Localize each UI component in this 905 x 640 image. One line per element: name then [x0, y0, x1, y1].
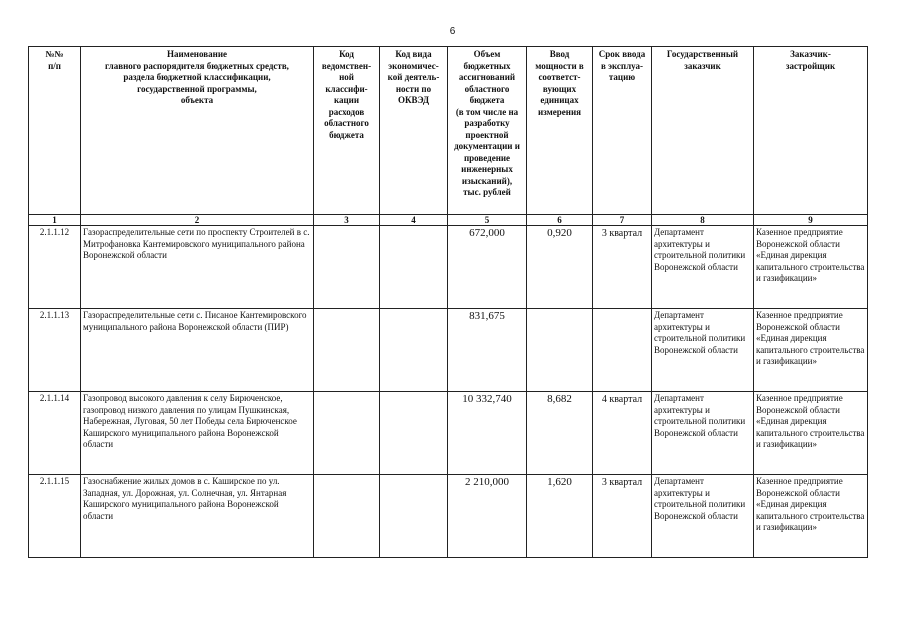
- object-name: Газораспределительные сети с. Писаное Кантемировского муниципального района Воронежской области (ПИР): [81, 309, 314, 392]
- term-cell: [593, 309, 652, 392]
- row-number: 2.1.1.13: [29, 309, 81, 392]
- state-customer-cell: Департамент архитектуры и строительной политики Воронежской области: [652, 309, 754, 392]
- state-customer-cell: Департамент архитектуры и строительной политики Воронежской области: [652, 226, 754, 309]
- column-number: 2: [81, 215, 314, 226]
- column-number: 5: [448, 215, 527, 226]
- okved-cell: [380, 226, 448, 309]
- column-number: 7: [593, 215, 652, 226]
- table-row: [29, 392, 868, 475]
- column-header-customer: Государственный заказчик: [652, 47, 754, 215]
- column-header-name: Наименование главного распорядителя бюджетных средств, раздела бюджетной классификации, государственной программы, объекта: [81, 47, 314, 215]
- dept-code-cell: [314, 226, 380, 309]
- page-number: 6: [449, 26, 456, 37]
- column-header-amount: Объем бюджетных ассигнований областного бюджета (в том числе на разработку проектной документации и проведение инженерных изысканий), тыс. рублей: [448, 47, 527, 215]
- table-row: [29, 475, 868, 558]
- okved-cell: [380, 309, 448, 392]
- developer-cell: Казенное предприятие Воронежской области «Единая дирекция капитального строительства и газификации»: [754, 475, 868, 558]
- amount-cell: 831,675: [448, 309, 527, 392]
- state-customer-cell: Департамент архитектуры и строительной политики Воронежской области: [652, 392, 754, 475]
- okved-cell: [380, 475, 448, 558]
- term-cell: 3 квартал: [593, 475, 652, 558]
- developer-cell: Казенное предприятие Воронежской области «Единая дирекция капитального строительства и газификации»: [754, 309, 868, 392]
- state-customer-cell: Департамент архитектуры и строительной политики Воронежской области: [652, 475, 754, 558]
- object-name: Газопровод высокого давления к селу Бирюченское, газопровод низкого давления по улицам Пушкинская, Набережная, Луговая, 50 лет Победы села Бирюченское Каширского муниципального района Воронежской области: [81, 392, 314, 475]
- column-number: 8: [652, 215, 754, 226]
- okved-cell: [380, 392, 448, 475]
- column-number: 3: [314, 215, 380, 226]
- capacity-cell: [527, 309, 593, 392]
- table-header-row: [29, 47, 868, 215]
- dept-code-cell: [314, 475, 380, 558]
- row-number: 2.1.1.15: [29, 475, 81, 558]
- column-header-number: №№ п/п: [29, 47, 81, 215]
- capacity-cell: 0,920: [527, 226, 593, 309]
- table-row: [29, 309, 868, 392]
- term-cell: 3 квартал: [593, 226, 652, 309]
- column-number: 4: [380, 215, 448, 226]
- column-header-developer: Заказчик- застройщик: [754, 47, 868, 215]
- column-number: 9: [754, 215, 868, 226]
- object-name: Газораспределительные сети по проспекту Строителей в с. Митрофановка Кантемировского муниципального района Воронежской области: [81, 226, 314, 309]
- table-row: [29, 226, 868, 309]
- budget-table: [28, 46, 868, 558]
- object-name: Газоснабжение жилых домов в с. Каширское по ул. Западная, ул. Дорожная, ул. Солнечная, ул. Янтарная Каширского муниципального района Воронежской области: [81, 475, 314, 558]
- amount-cell: 2 210,000: [448, 475, 527, 558]
- column-number-row: [29, 215, 868, 226]
- capacity-cell: 1,620: [527, 475, 593, 558]
- column-header-capacity: Ввод мощности в соответст- вующих единицах измерения: [527, 47, 593, 215]
- column-header-dept-code: Код ведомствен- ной классифи- кации расходов областного бюджета: [314, 47, 380, 215]
- term-cell: 4 квартал: [593, 392, 652, 475]
- row-number: 2.1.1.14: [29, 392, 81, 475]
- amount-cell: 672,000: [448, 226, 527, 309]
- developer-cell: Казенное предприятие Воронежской области «Единая дирекция капитального строительства и газификации»: [754, 392, 868, 475]
- dept-code-cell: [314, 309, 380, 392]
- dept-code-cell: [314, 392, 380, 475]
- column-number: 1: [29, 215, 81, 226]
- capacity-cell: 8,682: [527, 392, 593, 475]
- developer-cell: Казенное предприятие Воронежской области «Единая дирекция капитального строительства и газификации»: [754, 226, 868, 309]
- row-number: 2.1.1.12: [29, 226, 81, 309]
- column-header-term: Срок ввода в эксплуа- тацию: [593, 47, 652, 215]
- column-number: 6: [527, 215, 593, 226]
- column-header-okved: Код вида экономичес- кой деятель- ности по ОКВЭД: [380, 47, 448, 215]
- amount-cell: 10 332,740: [448, 392, 527, 475]
